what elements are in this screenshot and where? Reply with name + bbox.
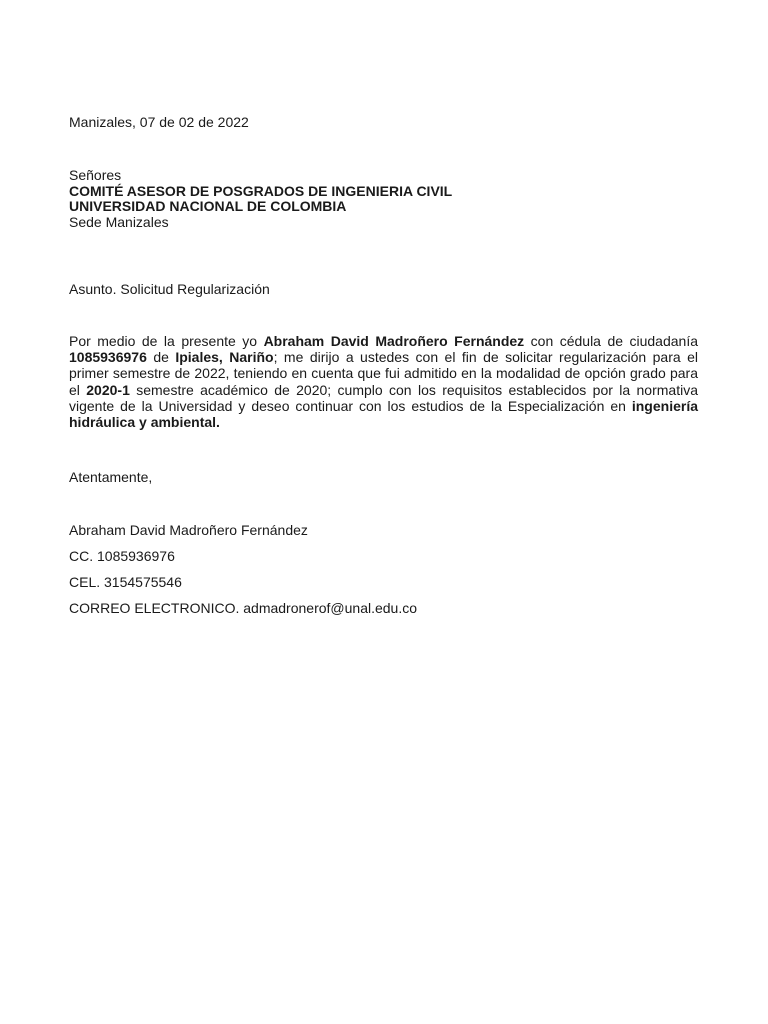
recipient-committee: COMITÉ ASESOR DE POSGRADOS DE INGENIERIA CIVIL: [69, 183, 453, 199]
letter-body: [69, 333, 698, 430]
signature-name: Abraham David Madroñero Fernández: [69, 522, 308, 538]
body-program: ingeniería hidráulica y ambiental.: [69, 397, 698, 431]
body-text-5: semestre académico de 2020; cumplo con los requisitos establecidos por la normativa vigente de la Universidad y deseo continuar con los estudios de la Especialización en: [69, 381, 698, 414]
body-applicant-name: Abraham David Madroñero Fernández: [263, 333, 525, 349]
subject-line: Asunto. Solicitud Regularización: [69, 281, 270, 297]
body-period: 2020-1: [86, 381, 130, 398]
signature-email: CORREO ELECTRONICO. admadronerof@unal.edu.co: [69, 600, 418, 616]
recipient-campus: Sede Manizales: [69, 214, 169, 230]
signature-cc: CC. 1085936976: [69, 548, 175, 564]
salutation: Señores: [69, 167, 122, 183]
signature-cel: CEL. 3154575546: [69, 574, 182, 590]
body-city: Ipiales, Nariño: [175, 349, 274, 366]
closing: Atentamente,: [69, 469, 153, 485]
recipient-university: UNIVERSIDAD NACIONAL DE COLOMBIA: [69, 198, 347, 214]
body-text-4: ; me dirijo a ustedes con el fin de solicitar regularización para el primer semestre de 2022, teniendo en cuenta que fui admitido en la modalidad de opción grado para el: [69, 349, 698, 398]
body-text-1: Por medio de la presente yo: [69, 333, 264, 349]
place-date: Manizales, 07 de 02 de 2022: [69, 114, 249, 130]
body-text-3: de: [146, 349, 176, 366]
body-id-number: 1085936976: [69, 349, 147, 366]
body-text-2: con cédula de ciudadanía: [524, 333, 699, 349]
